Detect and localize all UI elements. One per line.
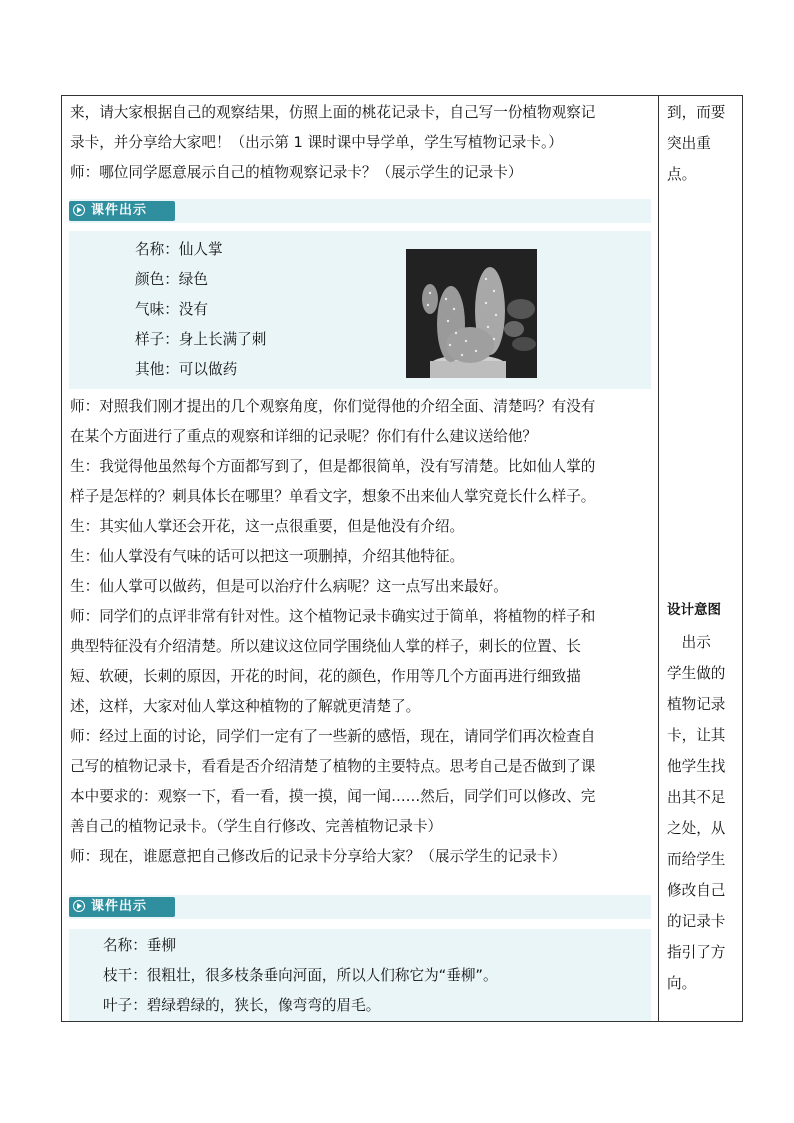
- design-intent-line: 的记录卡: [667, 913, 726, 930]
- design-intent-line: 他学生找: [667, 758, 726, 775]
- cactus-photo-icon: [406, 249, 537, 378]
- discussion-line-12: 师：经过上面的讨论，同学们一定有了一些新的感悟，现在，请同学们再次检查自: [70, 728, 596, 745]
- card-line-leaves: 叶子：碧绿碧绿的，狭长，像弯弯的眉毛。: [103, 997, 381, 1014]
- design-intent-line: 出其不足: [667, 789, 726, 806]
- discussion-line-9: 典型特征没有介绍清楚。所以建议这位同学围绕仙人掌的样子，刺长的位置、长: [70, 638, 581, 655]
- main-column: [62, 96, 658, 1021]
- design-intent-line: 向。: [667, 975, 697, 992]
- discussion-line-1: 师：对照我们刚才提出的几个观察角度，你们觉得他的介绍全面、清楚吗？有没有: [70, 398, 596, 415]
- courseware-banner-2: [69, 895, 651, 919]
- courseware-tab-1: [69, 201, 175, 221]
- courseware-tab-2: [69, 897, 175, 917]
- side-top-line: 突出重: [667, 135, 711, 152]
- design-intent-line: 而给学生: [667, 851, 726, 868]
- design-intent-line: 植物记录: [667, 696, 726, 713]
- design-intent-line: 学生做的: [667, 665, 726, 682]
- intro-line-3: 师：哪位同学愿意展示自己的植物观察记录卡？（展示学生的记录卡）: [70, 164, 523, 181]
- card-line-other: 其他：可以做药: [135, 361, 238, 378]
- intro-line-2: 录卡，并分享给大家吧！（出示第 1 课时课中导学单，学生写植物记录卡。）: [70, 134, 563, 151]
- card-line-name: 名称：垂柳: [103, 937, 176, 954]
- discussion-line-14: 本中要求的：观察一下，看一看，摸一摸，闻一闻……然后，同学们可以修改、完: [70, 788, 596, 805]
- intro-line-1: 来，请大家根据自己的观察结果，仿照上面的桃花记录卡，自己写一份植物观察记: [70, 104, 596, 121]
- design-intent-line: 出示: [667, 634, 711, 651]
- discussion-line-13: 己写的植物记录卡，看看是否介绍清楚了植物的主要特点。思考自己是否做到了课: [70, 758, 596, 775]
- courseware-banner-1: [69, 199, 651, 223]
- design-intent-line: 卡，让其: [667, 727, 726, 744]
- design-intent-heading: 设计意图: [667, 602, 721, 618]
- card-line-name: 名称：仙人掌: [135, 241, 223, 258]
- discussion-line-8: 师：同学们的点评非常有针对性。这个植物记录卡确实过于简单，将植物的样子和: [70, 608, 596, 625]
- discussion-line-11: 述，这样，大家对仙人掌这种植物的了解就更清楚了。: [70, 698, 421, 715]
- play-icon: [73, 900, 85, 912]
- discussion-line-7: 生：仙人掌可以做药，但是可以治疗什么病呢？这一点写出来最好。: [70, 578, 508, 595]
- discussion-line-10: 短、软硬，长刺的原因，开花的时间，花的颜色，作用等几个方面再进行细致描: [70, 668, 581, 685]
- courseware-tab-label: 课件出示: [91, 899, 148, 914]
- side-top-note: [667, 97, 739, 190]
- discussion-line-6: 生：仙人掌没有气味的话可以把这一项删掉，介绍其他特征。: [70, 548, 465, 565]
- card-line-smell: 气味：没有: [135, 301, 208, 318]
- record-card-willow: [69, 929, 651, 1021]
- side-top-line: 点。: [667, 166, 697, 183]
- discussion-line-15: 善自己的植物记录卡。（学生自行修改、完善植物记录卡）: [70, 818, 443, 835]
- side-top-line: 到，而要: [667, 104, 726, 121]
- discussion-line-5: 生：其实仙人掌还会开花，这一点很重要，但是他没有介绍。: [70, 518, 465, 535]
- record-card-cactus: [69, 231, 651, 389]
- discussion-line-16: 师：现在，谁愿意把自己修改后的记录卡分享给大家？（展示学生的记录卡）: [70, 848, 567, 865]
- courseware-tab-label: 课件出示: [91, 203, 148, 218]
- design-intent-body: [667, 627, 739, 999]
- design-intent-line: 修改自己: [667, 882, 726, 899]
- lesson-table: [61, 95, 743, 1022]
- card-line-color: 颜色：绿色: [135, 271, 208, 288]
- card-line-branches: 枝干：很粗壮，很多枝条垂向河面，所以人们称它为“垂柳”。: [103, 967, 498, 984]
- discussion-line-3: 生：我觉得他虽然每个方面都写到了，但是都很简单，没有写清楚。比如仙人掌的: [70, 458, 596, 475]
- side-column: [659, 96, 743, 1021]
- play-icon: [73, 204, 85, 216]
- discussion-line-4: 样子是怎样的？刺具体长在哪里？单看文字，想象不出来仙人掌究竟长什么样子。: [70, 488, 596, 505]
- discussion-line-2: 在某个方面进行了重点的观察和详细的记录呢？你们有什么建议送给他？: [70, 428, 538, 445]
- card-line-shape: 样子：身上长满了刺: [135, 331, 267, 348]
- design-intent-line: 之处，从: [667, 820, 726, 837]
- design-intent-line: 指引了方: [667, 944, 726, 961]
